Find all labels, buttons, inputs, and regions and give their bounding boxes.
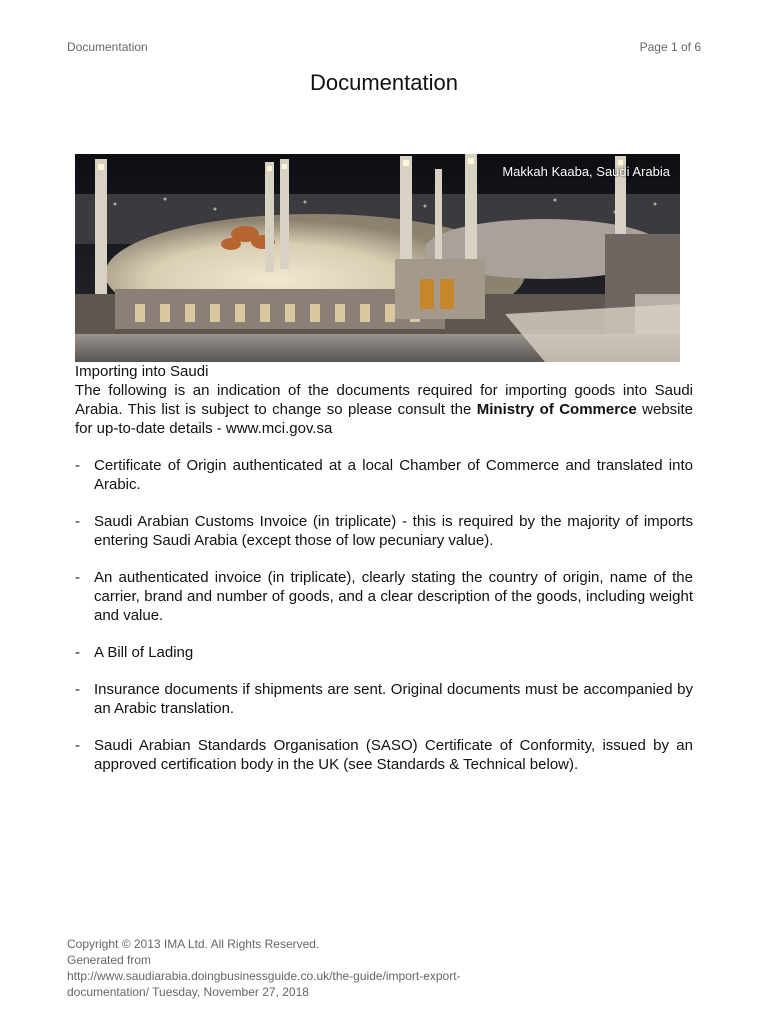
- list-item-text: Saudi Arabian Customs Invoice (in triplicate) - this is required by the majority of imports entering Saudi Arabia (except those of low pecuniary value).: [94, 513, 693, 549]
- list-item-text: Insurance documents if shipments are sent. Original documents must be accompanied by an Arabic translation.: [94, 681, 693, 717]
- page-title: Documentation: [310, 70, 458, 95]
- intro-text-before: The following is an indication of the documents required for importing goods into Saudi Arabia. This list is subject to change so please consult the: [75, 382, 693, 418]
- intro-text-after: website for up-to-date details - www.mci.gov.sa: [75, 401, 694, 437]
- required-documents-list: [75, 456, 693, 774]
- list-item-text: Certificate of Origin authenticated at a local Chamber of Commerce and translated into Arabic.: [94, 457, 693, 493]
- list-item-text: Saudi Arabian Standards Organisation (SASO) Certificate of Conformity, issued by an approved certification body in the UK (see Standards & Technical below).: [94, 737, 693, 773]
- list-dash: -: [75, 737, 80, 754]
- generated-from-label: Generated from: [67, 953, 152, 967]
- makkah-photo-illustration: [75, 154, 680, 362]
- header-section-title: Documentation: [67, 40, 148, 54]
- list-item: [75, 568, 693, 625]
- list-item: [75, 456, 693, 494]
- source-url-line-2: documentation/ Tuesday, November 27, 2018: [67, 985, 309, 999]
- section-heading: Importing into Saudi: [75, 363, 209, 380]
- intro-paragraph: [75, 381, 693, 438]
- list-dash: -: [75, 569, 80, 586]
- list-item-text: An authenticated invoice (in triplicate), clearly stating the country of origin, name of the carrier, brand and number of goods, and a clear description of the goods, including weight and value.: [94, 569, 693, 624]
- running-header: [67, 40, 701, 56]
- hero-image: [75, 154, 680, 362]
- copyright-notice: Copyright © 2013 IMA Ltd. All Rights Reserved.: [67, 937, 320, 951]
- list-item: [75, 680, 693, 718]
- page-number: Page 1 of 6: [639, 40, 701, 54]
- ministry-of-commerce-link[interactable]: Ministry of Commerce: [476, 401, 637, 418]
- list-dash: -: [75, 457, 80, 474]
- image-caption: Makkah Kaaba, Saudi Arabia: [502, 164, 670, 179]
- page-footer: [67, 936, 587, 1000]
- list-item: [75, 643, 693, 662]
- document-body: [75, 362, 693, 792]
- list-dash: -: [75, 644, 80, 661]
- list-dash: -: [75, 513, 80, 530]
- list-dash: -: [75, 681, 80, 698]
- list-item: [75, 512, 693, 550]
- source-url-line-1[interactable]: http://www.saudiarabia.doingbusinessguide.co.uk/the-guide/import-export-: [67, 969, 461, 983]
- list-item: [75, 736, 693, 774]
- list-item-text: A Bill of Lading: [94, 644, 194, 661]
